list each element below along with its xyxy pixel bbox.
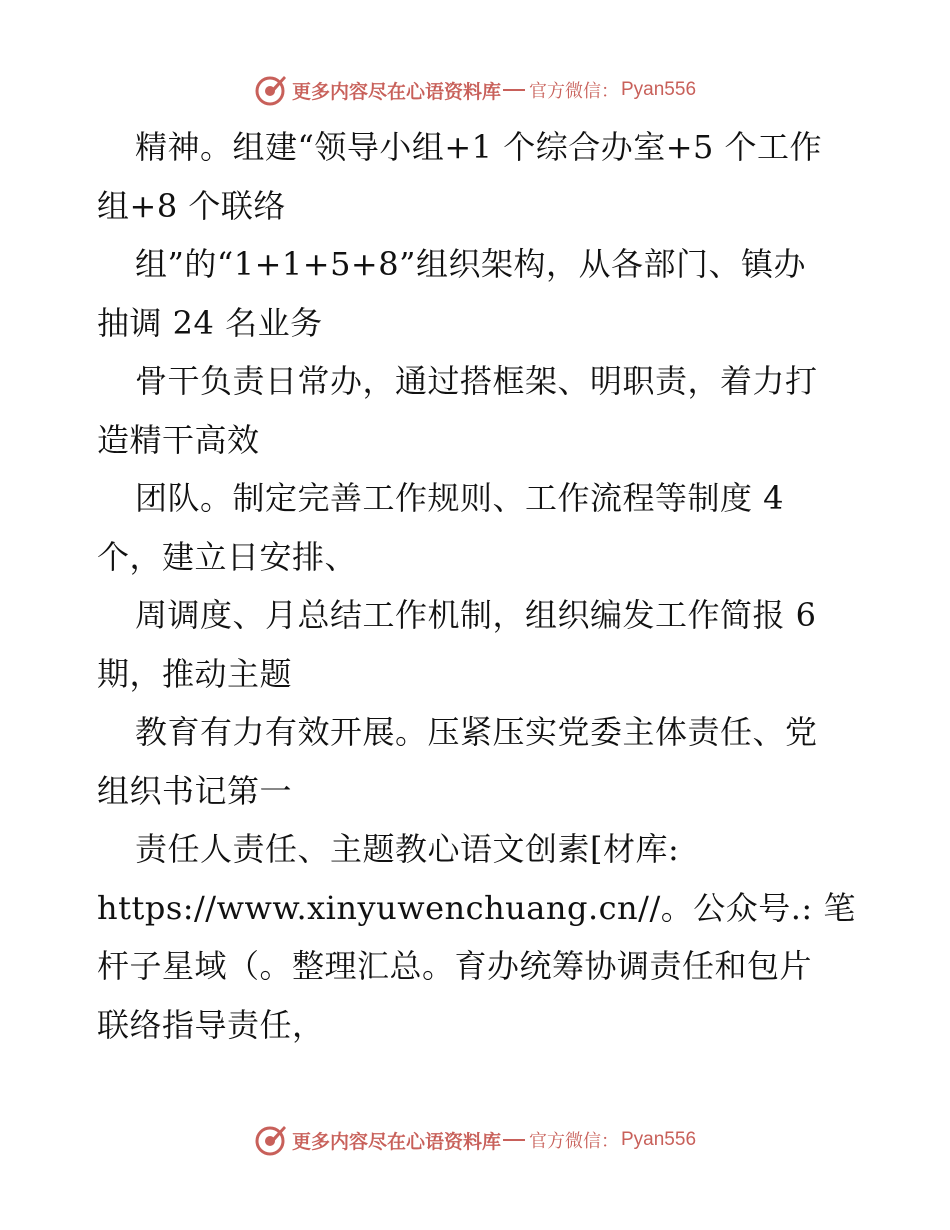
text-line: 杆子星域（。整理汇总。育办统筹协调责任和包片 [97,947,813,985]
banner-dash [503,89,525,91]
text-line: 造精干高效 [97,420,260,459]
text-line: 教育有力有效开展。压紧压实党委主体责任、党 [135,713,818,751]
text-line: 个，建立日安排、 [97,537,358,576]
text-line: 组织书记第一 [97,771,293,810]
text-line: 联络指导责任， [97,1005,325,1044]
text-line: 骨干负责日常办，通过搭框架、明职责，着力打 [135,362,818,400]
text-line: 责任人责任、主题教心语文创素[材库: [135,830,680,868]
text-line: 精神。组建“领导小组+1 个综合办室+5 个工作 [135,128,823,166]
banner-main-text: 更多内容尽在心语资料库 [291,80,501,103]
quill-circle-logo-icon [254,1123,288,1157]
text-line: 抽调 24 名业务 [97,303,323,342]
text-line: 组”的“1+1+5+8”组织架构，从各部门、镇办 [135,245,806,283]
document-body [97,118,857,1054]
banner-wechat-label: 官方微信： [529,1131,619,1152]
banner-dash [503,1139,525,1141]
text-line: https://www.xinyuwenchuang.cn//。公众号.: 笔 [97,888,856,927]
quill-circle-logo-icon [254,73,288,107]
banner-main-text: 更多内容尽在心语资料库 [291,1130,501,1153]
banner-wechat-label: 官方微信： [529,81,619,102]
banner-wechat-id: Pyan556 [621,1129,697,1150]
text-line: 期，推动主题 [97,654,293,693]
text-line: 团队。制定完善工作规则、工作流程等制度 4 [135,479,785,517]
banner-wechat-id: Pyan556 [621,79,697,100]
text-line: 组+8 个联络 [97,186,286,225]
footer-watermark-banner [0,1120,950,1160]
text-line: 周调度、月总结工作机制，组织编发工作简报 6 [135,596,817,634]
header-watermark-banner [0,70,950,110]
